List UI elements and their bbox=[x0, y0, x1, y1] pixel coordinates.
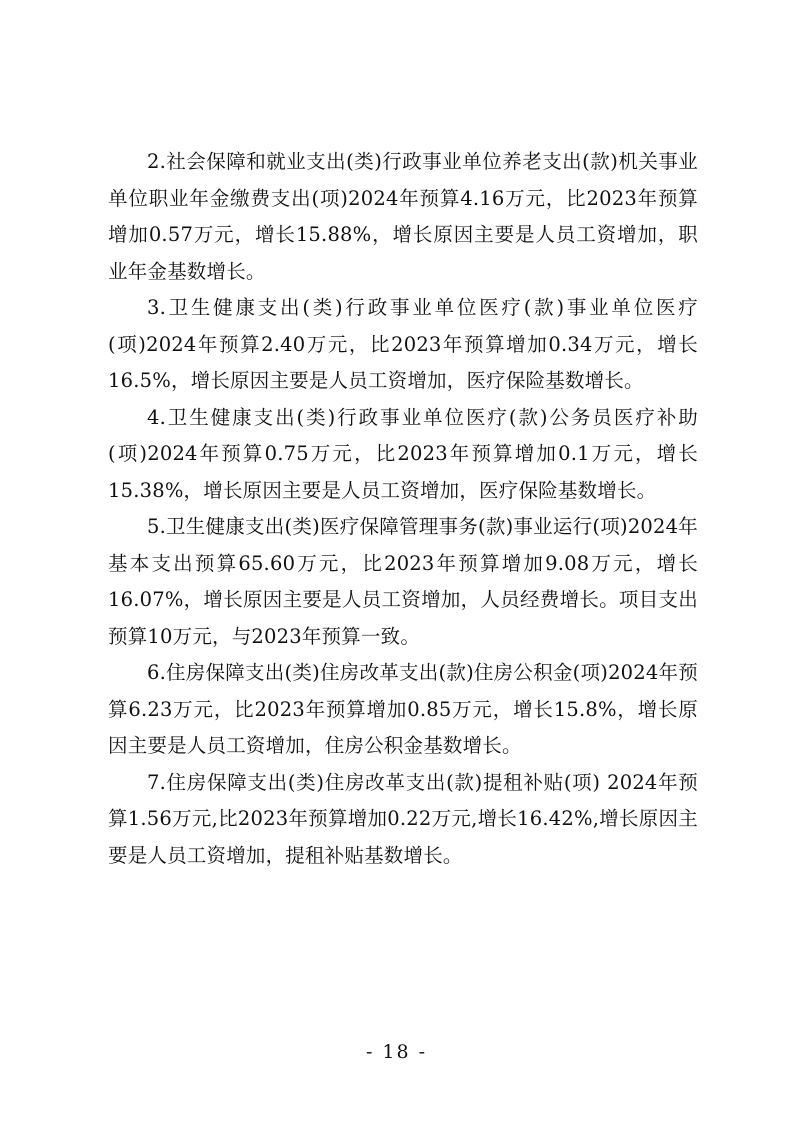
paragraph-civil-servant-medical-subsidy: 4.卫生健康支出(类)行政事业单位医疗(款)公务员医疗补助(项)2024年预算0.75万元，比2023年预算增加0.1万元，增长15.38%，增长原因主要是人员工资增加，医疗保险基数增长。 bbox=[108, 405, 698, 502]
paragraph-medical-security-operations: 5.卫生健康支出(类)医疗保障管理事务(款)事业运行(项)2024年基本支出预算65.60万元，比2023年预算增加9.08万元，增长16.07%，增长原因主要是人员工资增加，人员经费增长。项目支出预算10万元，与2023年预算一致。 bbox=[108, 515, 698, 648]
page-number: - 18 - bbox=[365, 1041, 428, 1063]
paragraph-social-security-pension: 2.社会保障和就业支出(类)行政事业单位养老支出(款)机关事业单位职业年金缴费支出(项)2024年预算4.16万元，比2023年预算增加0.57万元，增长15.88%，增长原因主要是人员工资增加，职业年金基数增长。 bbox=[108, 150, 698, 283]
paragraph-rent-subsidy: 7.住房保障支出(类)住房改革支出(款)提租补贴(项) 2024年预算1.56万元,比2023年预算增加0.22万元,增长16.42%,增长原因主要是人员工资增加，提租补贴基数增长。 bbox=[108, 770, 698, 867]
paragraph-public-institution-medical: 3.卫生健康支出(类)行政事业单位医疗(款)事业单位医疗(项)2024年预算2.40万元，比2023年预算增加0.34万元，增长16.5%，增长原因主要是人员工资增加，医疗保险基数增长。 bbox=[108, 296, 698, 392]
document-body bbox=[108, 144, 698, 874]
paragraph-housing-provident-fund: 6.住房保障支出(类)住房改革支出(款)住房公积金(项)2024年预算6.23万元，比2023年预算增加0.85万元，增长15.8%，增长原因主要是人员工资增加，住房公积金基数增长。 bbox=[108, 661, 698, 757]
